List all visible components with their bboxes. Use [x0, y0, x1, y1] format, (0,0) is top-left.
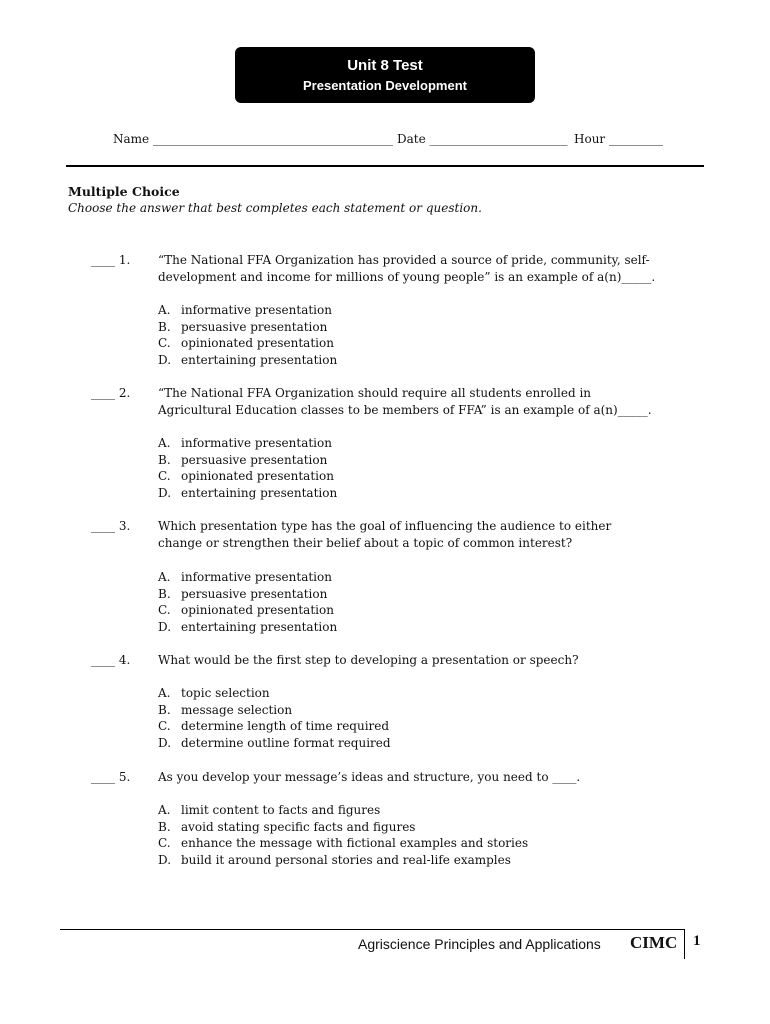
question-text: Which presentation type has the goal of influencing the audience to either change or strengthen their belief about a topic of common interest? — [158, 519, 612, 550]
option-b: B. avoid stating specific facts and figures — [158, 819, 416, 834]
answer-blank[interactable]: ____ 1. — [91, 253, 131, 267]
option-b: B. persuasive presentation — [158, 586, 328, 601]
hour-field[interactable]: Hour _________ — [574, 132, 663, 146]
option-b: B. persuasive presentation — [158, 319, 328, 334]
name-field[interactable]: Name ________________________________________ — [113, 132, 393, 146]
option-d: D. build it around personal stories and real-life examples — [158, 853, 511, 868]
option-b: B. message selection — [158, 702, 293, 717]
option-c: C. enhance the message with fictional examples and stories — [158, 836, 529, 851]
option-d: D. entertaining presentation — [158, 620, 338, 635]
test-subtitle: Presentation Development — [303, 78, 467, 93]
footer-subject: Agriscience Principles and Applications — [358, 936, 601, 952]
question-text: As you develop your message’s ideas and structure, you need to ____. — [158, 770, 581, 784]
answer-blank[interactable]: ____ 4. — [91, 653, 131, 667]
header-divider — [66, 165, 704, 167]
test-title-box — [235, 47, 535, 103]
answer-options — [158, 569, 337, 636]
option-d: D. determine outline format required — [158, 736, 391, 751]
question-text: “The National FFA Organization has provided a source of pride, community, self-development and income for millions of young people” is an example of a(n)_____. — [158, 253, 656, 284]
footer-separator — [684, 929, 685, 959]
option-a: A. topic selection — [158, 686, 270, 700]
option-c: C. opinionated presentation — [158, 336, 334, 351]
footer-brand-logo: CIMC — [630, 933, 678, 952]
section-title: Multiple Choice — [68, 184, 180, 199]
page-number: 1 — [693, 933, 701, 949]
answer-options — [158, 802, 528, 869]
option-a: A. informative presentation — [158, 303, 332, 317]
question-text: What would be the first step to developing a presentation or speech? — [158, 653, 579, 667]
option-d: D. entertaining presentation — [158, 353, 338, 368]
option-a: A. informative presentation — [158, 436, 332, 450]
option-c: C. determine length of time required — [158, 719, 390, 734]
answer-options — [158, 435, 337, 502]
answer-blank[interactable]: ____ 5. — [91, 770, 131, 784]
section-instructions: Choose the answer that best completes each statement or question. — [68, 201, 482, 215]
footer-divider — [60, 929, 684, 930]
test-title: Unit 8 Test — [347, 57, 423, 74]
option-c: C. opinionated presentation — [158, 469, 334, 484]
option-c: C. opinionated presentation — [158, 603, 334, 618]
answer-options — [158, 302, 337, 369]
question-text: “The National FFA Organization should require all students enrolled in Agricultural Education classes to be members of FFA” is an example of a(n)_____. — [158, 386, 652, 417]
answer-options — [158, 685, 391, 752]
option-b: B. persuasive presentation — [158, 452, 328, 467]
option-d: D. entertaining presentation — [158, 486, 338, 501]
option-a: A. informative presentation — [158, 570, 332, 584]
answer-blank[interactable]: ____ 2. — [91, 386, 131, 400]
option-a: A. limit content to facts and figures — [158, 803, 381, 817]
date-field[interactable]: Date _______________________ — [397, 132, 568, 146]
answer-blank[interactable]: ____ 3. — [91, 519, 131, 533]
